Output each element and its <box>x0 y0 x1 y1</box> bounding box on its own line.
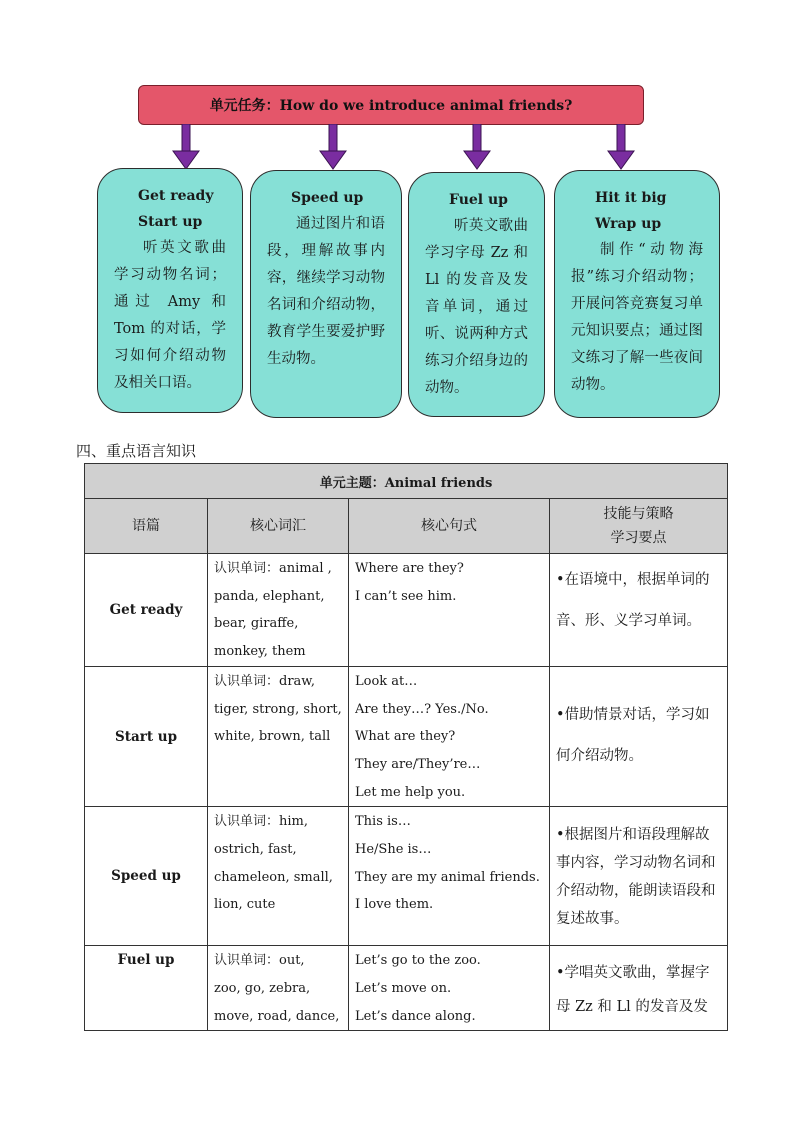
box-heading: Speed up <box>291 190 364 206</box>
box-heading: Start up <box>138 214 203 230</box>
vocab-line: 认识单词：out, <box>214 953 305 969</box>
task-box-hit-it-big <box>554 170 720 418</box>
vocab-line: panda, elephant, <box>214 588 325 604</box>
sentence-line: They are/They’re… <box>355 756 481 772</box>
sentence-line: This is… <box>355 814 411 830</box>
sentence-line: He/She is… <box>355 842 432 858</box>
vocab-line: white, brown, tall <box>214 729 331 745</box>
vocab-line: ostrich, fast, <box>214 842 297 858</box>
passage-cell: Fuel up <box>85 946 208 1031</box>
column-header-sentences: 核心句式 <box>349 499 550 554</box>
vocab-line: 认识单词：him, <box>214 814 308 830</box>
sentence-line: They are my animal friends. <box>355 869 540 885</box>
task-box-get-ready <box>97 168 243 413</box>
sentence-cell <box>349 946 550 1031</box>
sentence-line: Let me help you. <box>355 784 466 800</box>
vocab-line: zoo, go, zebra, <box>214 981 311 997</box>
passage-cell: Start up <box>85 666 208 807</box>
down-arrow-icon <box>463 124 491 170</box>
skill-cell: •学唱英文歌曲，掌握字母 Zz 和 Ll 的发音及发 <box>550 946 728 1031</box>
sentence-line: Let’s move on. <box>355 981 452 997</box>
sentence-line: Let’s go to the zoo. <box>355 953 481 969</box>
down-arrow-icon <box>319 124 347 170</box>
down-arrow-icon <box>172 124 200 170</box>
sentence-line: Let’s dance along. <box>355 1008 476 1024</box>
vocab-line: 认识单词：animal , <box>214 561 332 576</box>
vocab-line: 认识单词：draw, <box>214 673 316 689</box>
skill-cell: •根据图片和语段理解故事内容，学习动物名词和介绍动物，能朗读语段和复述故事。 <box>550 807 728 946</box>
table-row <box>85 946 728 1031</box>
language-knowledge-table <box>84 463 728 1031</box>
table-row <box>85 554 728 667</box>
sentence-line: What are they? <box>355 729 456 745</box>
box-text: 听英文歌曲学习动物名词；通过 Amy 和 Tom 的对话，学习如何介绍动物及相关口语。 <box>114 240 226 391</box>
sentence-cell <box>349 554 550 667</box>
column-header-skills: 技能与策略 学习要点 <box>550 499 728 554</box>
sentence-line: Are they…? Yes./No. <box>355 701 489 717</box>
sentence-line: Where are they? <box>355 561 464 576</box>
sentence-line: Look at… <box>355 673 418 689</box>
task-box-speed-up <box>250 170 402 418</box>
vocab-line: monkey, them <box>214 644 306 660</box>
down-arrow-icon <box>607 124 635 170</box>
skill-cell: •借助情景对话，学习如何介绍动物。 <box>550 666 728 807</box>
box-text: 听英文歌曲学习字母 Zz 和 Ll 的发音及发音单词，通过听、说两种方式练习介绍身边的动物。 <box>425 218 528 396</box>
sentence-line: I can’t see him. <box>355 588 457 604</box>
vocab-line: chameleon, small, <box>214 869 333 885</box>
table-row <box>85 666 728 807</box>
sentence-cell <box>349 807 550 946</box>
table-row <box>85 807 728 946</box>
unit-task-text: 单元任务：How do we introduce animal friends? <box>209 98 573 114</box>
passage-cell: Speed up <box>85 807 208 946</box>
box-heading: Hit it big <box>595 190 667 206</box>
box-heading: Get ready <box>138 188 214 204</box>
vocab-line: tiger, strong, short, <box>214 701 342 717</box>
box-heading: Fuel up <box>449 192 508 208</box>
box-text: 通过图片和语段，理解故事内容，继续学习动物名词和介绍动物，教育学生要爱护野生动物。 <box>267 216 385 367</box>
column-header-vocab: 核心词汇 <box>208 499 349 554</box>
vocab-line: bear, giraffe, <box>214 616 299 632</box>
vocab-line: move, road, dance, <box>214 1008 340 1024</box>
vocab-cell <box>208 807 349 946</box>
passage-cell: Get ready <box>85 554 208 667</box>
task-box-fuel-up <box>408 172 545 417</box>
box-heading: Wrap up <box>595 216 662 232</box>
vocab-cell <box>208 666 349 807</box>
skill-cell: •在语境中，根据单词的音、形、义学习单词。 <box>550 554 728 667</box>
sentence-line: I love them. <box>355 897 434 913</box>
unit-task-banner <box>138 85 644 125</box>
unit-theme: 单元主题：Animal friends <box>85 464 728 499</box>
box-text: 制作“动物海报”练习介绍动物；开展问答竞赛复习单元知识要点；通过图文练习了解一些夜间动物。 <box>571 242 703 393</box>
vocab-line: lion, cute <box>214 897 276 913</box>
column-header-passage: 语篇 <box>85 499 208 554</box>
section-title: 四、重点语言知识 <box>76 442 197 460</box>
vocab-cell <box>208 554 349 667</box>
sentence-cell <box>349 666 550 807</box>
vocab-cell <box>208 946 349 1031</box>
